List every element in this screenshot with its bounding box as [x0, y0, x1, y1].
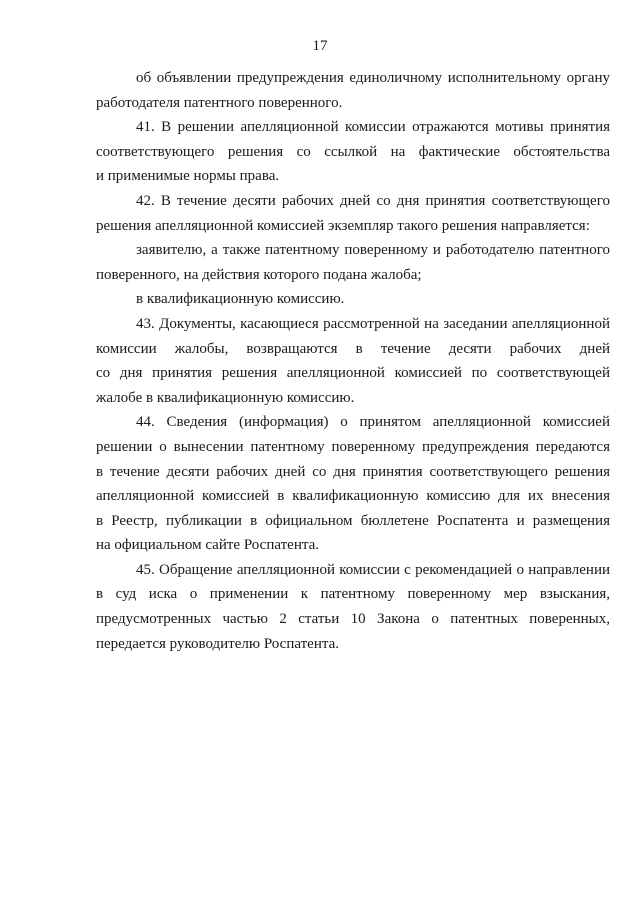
text-line: и применимые нормы права.	[96, 168, 280, 185]
paragraph-42	[96, 189, 610, 238]
text-line: апелляционной комиссией в квалификационную комиссию для их внесения	[96, 488, 610, 505]
paragraph-44	[96, 410, 610, 558]
text-line: 43. Документы, касающиеся рассмотренной на заседании апелляционной	[136, 315, 610, 332]
text-line: комиссии жалобы, возвращаются в течение десяти рабочих дней	[96, 340, 610, 357]
text-line: жалобе в квалификационную комиссию.	[96, 389, 355, 406]
text-line: поверенного, на действия которого подана жалоба;	[96, 266, 422, 283]
text-line: в квалификационную комиссию.	[136, 291, 345, 308]
text-line: со дня принятия решения апелляционной комиссией по соответствующей	[96, 365, 610, 382]
text-line: в течение десяти рабочих дней со дня принятия соответствующего решения	[96, 463, 610, 480]
text-line: заявителю, а также патентному поверенному и работодателю патентного	[136, 242, 610, 259]
text-line: в Реестр, публикации в официальном бюллетене Роспатента и размещения	[96, 512, 610, 529]
paragraph-42-item-2	[96, 287, 610, 312]
text-line: 41. В решении апелляционной комиссии отражаются мотивы принятия	[136, 119, 610, 136]
paragraph-continuation	[96, 66, 610, 115]
text-line: в суд иска о применении к патентному поверенному мер взыскания,	[96, 586, 610, 603]
text-line: об объявлении предупреждения единоличному исполнительному органу	[136, 70, 610, 86]
text-line: 44. Сведения (информация) о принятом апелляционной комиссией	[136, 414, 610, 431]
paragraph-42-item-1	[96, 238, 610, 287]
document-body	[96, 66, 610, 656]
text-line: передается руководителю Роспатента.	[96, 635, 340, 652]
text-line: работодателя патентного поверенного.	[96, 94, 343, 111]
paragraph-45	[96, 558, 610, 656]
text-line: решения апелляционной комиссией экземпляр такого решения направляется:	[96, 217, 590, 234]
paragraph-41	[96, 115, 610, 189]
text-line: соответствующего решения со ссылкой на фактические обстоятельства	[96, 143, 610, 160]
text-line: 45. Обращение апелляционной комиссии с рекомендацией о направлении	[136, 561, 610, 578]
text-line: решении о вынесении патентному поверенному предупреждения передаются	[96, 438, 610, 455]
paragraph-43	[96, 312, 610, 410]
text-line: 42. В течение десяти рабочих дней со дня принятия соответствующего	[136, 192, 610, 209]
text-line: на официальном сайте Роспатента.	[96, 537, 320, 554]
text-line: предусмотренных частью 2 статьи 10 Закона о патентных поверенных,	[96, 611, 610, 628]
page-number: 17	[312, 38, 328, 54]
